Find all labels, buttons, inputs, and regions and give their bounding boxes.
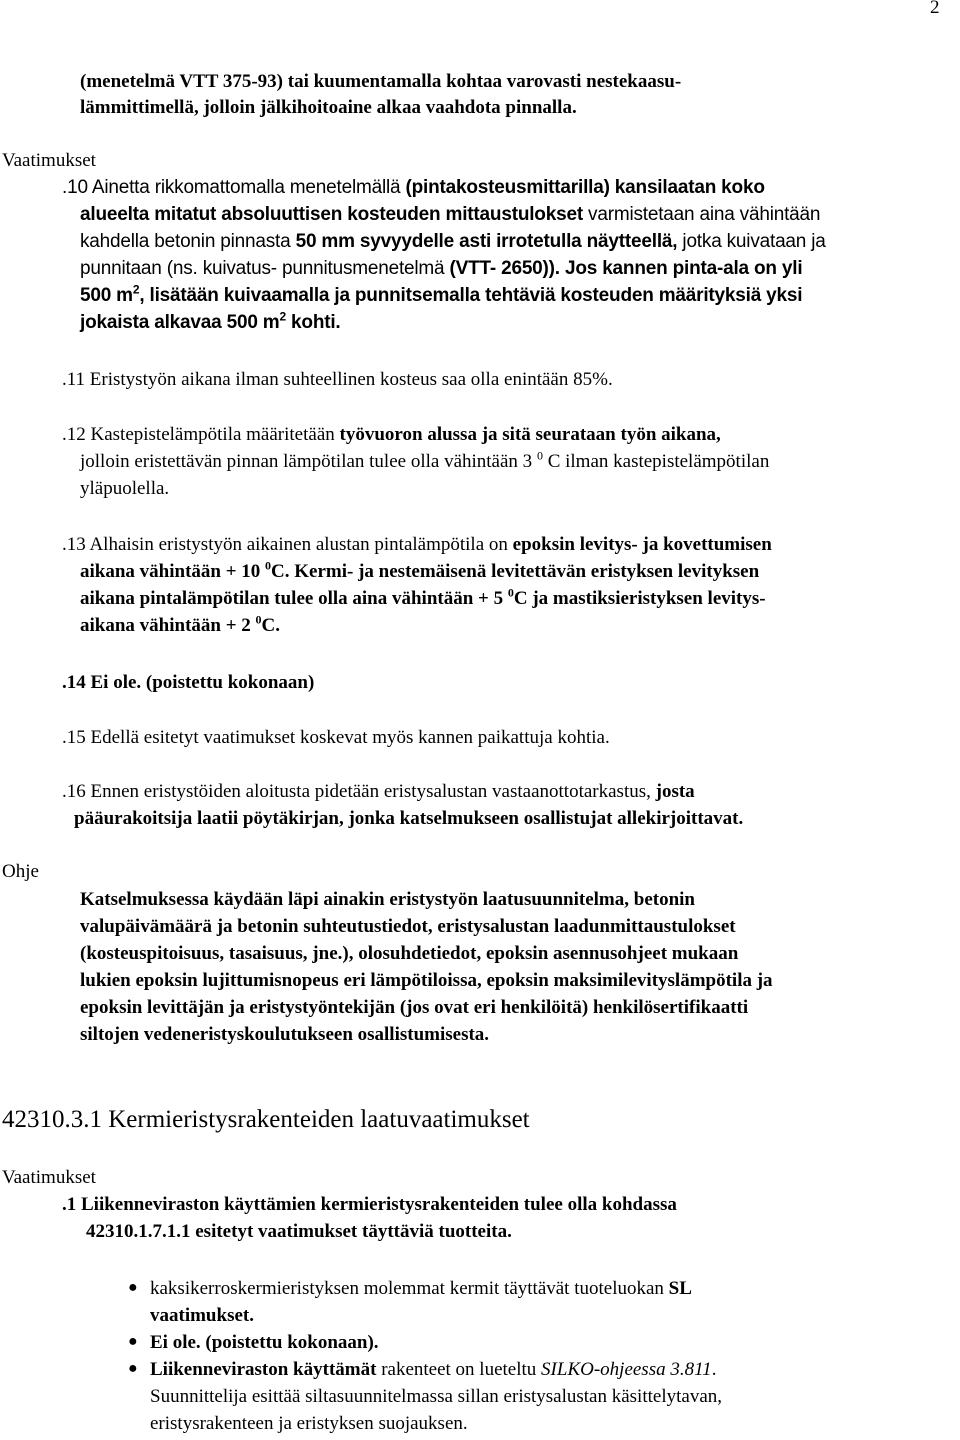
- intro-line-1: (menetelmä VTT 375-93) tai kuumentamalla kohtaa varovasti nestekaasu-: [80, 71, 682, 92]
- superscript: 0: [265, 558, 272, 573]
- superscript: 2: [279, 309, 286, 324]
- guidance-line: Katselmuksessa käydään läpi ainakin eristystyön laatusuunnitelma, betonin: [80, 889, 695, 910]
- text: C ilman kastepistelämpötilan: [542, 451, 770, 472]
- bold-text: 50 mm syvyydelle asti irrotetulla näytteellä,: [295, 231, 678, 252]
- bold-text: SL: [668, 1278, 692, 1299]
- text: aikana pintalämpötilan tulee olla aina vähintään + 5: [80, 588, 508, 609]
- text: Kastepistelämpötila määritetään: [85, 424, 340, 445]
- text: , lisätään kuivaamalla ja punnitsemalla tehtäviä kosteuden määrityksiä yksi: [139, 285, 803, 306]
- requirements-label: Vaatimukset: [2, 150, 96, 171]
- text: Eristystyön aikana ilman suhteellinen kosteus saa olla enintään 85%.: [85, 369, 613, 390]
- item-10-line-4: [80, 255, 802, 282]
- guidance-line: valupäivämäärä ja betonin suhteutustiedot, eristysalustan laadunmittaustulokset: [80, 916, 736, 937]
- bullet-icon: ●: [128, 1360, 138, 1377]
- text: C ja mastiksieristyksen levitys-: [513, 588, 766, 609]
- superscript: 2: [132, 282, 140, 297]
- text: rakenteet on lueteltu: [376, 1359, 542, 1380]
- bullet-icon: ●: [128, 1333, 138, 1350]
- text: Ei ole. (poistettu kokonaan): [85, 672, 315, 693]
- bold-text: Liikenneviraston käyttämät: [150, 1359, 377, 1380]
- requirements-label: Vaatimukset: [2, 1167, 96, 1188]
- bold-text: (pintakosteusmittarilla) kansilaatan koko: [405, 177, 765, 198]
- item-15: [62, 724, 610, 751]
- intro-line-2: lämmittimellä, jolloin jälkihoitoaine alkaa vaahdota pinnalla.: [80, 97, 577, 118]
- item-number: .1: [62, 1194, 77, 1215]
- item-14: [62, 669, 314, 696]
- text: Ennen eristystöiden aloitusta pidetään eristysalustan vastaanottotarkastus,: [85, 781, 656, 802]
- item-16-line-2: pääurakoitsija laatii pöytäkirjan, jonka katselmukseen osallistujat allekirjoittavat.: [74, 808, 744, 829]
- item-11: [62, 366, 613, 393]
- text: C. Kermi- ja nestemäisenä levitettävän eristyksen levityksen: [271, 561, 760, 582]
- text: kohti.: [285, 312, 341, 333]
- bold-text: Jos kannen pinta-ala on yli: [559, 258, 803, 279]
- item-1-line-2: 42310.1.7.1.1 esitetyt vaatimukset täyttäviä tuotteita.: [86, 1221, 512, 1242]
- guidance-line: lukien epoksin lujittumisnopeus eri lämpötiloissa, epoksin maksimilevityslämpötila ja: [80, 970, 773, 991]
- item-1-line-1: [62, 1191, 677, 1218]
- bold-text: josta: [655, 781, 695, 802]
- item-number: .11: [62, 369, 86, 390]
- bold-text: epoksin levitys- ja kovettumisen: [512, 534, 772, 555]
- bullet-3-line-1: [150, 1356, 716, 1383]
- item-number: .10: [62, 177, 88, 198]
- item-number: .16: [62, 781, 86, 802]
- superscript: 0: [536, 448, 543, 463]
- text: .: [711, 1359, 717, 1380]
- text: kahdella betonin pinnasta: [80, 231, 296, 252]
- text: kaksikerroskermieristyksen molemmat kermit täyttävät tuoteluokan: [150, 1278, 669, 1299]
- item-16-line-1: [62, 778, 695, 805]
- guidance-line: (kosteuspitoisuus, tasaisuus, jne.), olosuhdetiedot, epoksin asennusohjeet mukaan: [80, 943, 739, 964]
- text: aikana vähintään + 2: [80, 615, 256, 636]
- superscript: 0: [507, 585, 514, 600]
- text: C.: [261, 615, 281, 636]
- item-12-line-1: [62, 421, 721, 448]
- item-number: .12: [62, 424, 86, 445]
- guidance-line: epoksin levittäjän ja eristystyöntekijän (jos ovat eri henkilöitä) henkilösertifikaatti: [80, 997, 749, 1018]
- item-13-line-3: [80, 585, 766, 612]
- item-number: .14: [62, 672, 86, 693]
- item-10-line-5: [80, 282, 802, 309]
- item-10-line-6: [80, 309, 341, 336]
- bullet-2: Ei ole. (poistettu kokonaan).: [150, 1332, 379, 1353]
- italic-text: SILKO-ohjeessa 3.811: [541, 1359, 712, 1380]
- text: Liikenneviraston käyttämien kermieristysrakenteiden tulee olla kohdassa: [76, 1194, 677, 1215]
- bold-text: työvuoron alussa ja sitä seurataan työn aikana,: [339, 424, 721, 445]
- item-10-line-3: [80, 228, 826, 255]
- item-12-line-2: [80, 448, 769, 475]
- section-heading: 42310.3.1 Kermieristysrakenteiden laatuvaatimukset: [2, 1106, 530, 1133]
- bullet-1-line-2: vaatimukset.: [150, 1305, 254, 1326]
- bullet-3-line-3: eristysrakenteen ja eristyksen suojauksen.: [150, 1413, 468, 1434]
- item-13-line-4: [80, 612, 280, 639]
- text: jotka kuivataan ja: [677, 231, 826, 252]
- page-number: 2: [930, 0, 940, 18]
- text: aikana vähintään + 10: [80, 561, 266, 582]
- bullet-icon: ●: [128, 1279, 138, 1296]
- item-number: .15: [62, 727, 86, 748]
- text: jokaista alkavaa 500 m: [80, 312, 280, 333]
- superscript: 0: [255, 612, 262, 627]
- text: 500 m: [80, 285, 133, 306]
- guidance-line: siltojen vedeneristyskoulutukseen osallistumisesta.: [80, 1024, 490, 1045]
- item-12-line-3: yläpuolella.: [80, 478, 170, 499]
- text: jolloin eristettävän pinnan lämpötilan tulee olla vähintään 3: [80, 451, 537, 472]
- bold-text: alueelta mitatut absoluuttisen kosteuden mittaustulokset: [80, 204, 583, 225]
- text: varmistetaan aina vähintään: [582, 204, 821, 225]
- bold-text: (VTT- 2650)).: [449, 258, 560, 279]
- text: Edellä esitetyt vaatimukset koskevat myös kannen paikattuja kohtia.: [85, 727, 610, 748]
- text: punnitaan (ns. kuivatus- punnitusmenetelmä: [80, 258, 450, 279]
- item-13-line-2: [80, 558, 759, 585]
- item-10-line-1: [62, 174, 765, 201]
- bullet-1-line-1: [150, 1275, 692, 1302]
- item-number: .13: [62, 534, 86, 555]
- item-13-line-1: [62, 531, 772, 558]
- item-10-line-2: [80, 201, 820, 228]
- text: Alhaisin eristystyön aikainen alustan pintalämpötila on: [85, 534, 513, 555]
- bullet-3-line-2: Suunnittelija esittää siltasuunnitelmassa sillan eristysalustan käsittelytavan,: [150, 1386, 723, 1407]
- text: Ainetta rikkomattomalla menetelmällä: [87, 177, 406, 198]
- guidance-label: Ohje: [2, 861, 39, 882]
